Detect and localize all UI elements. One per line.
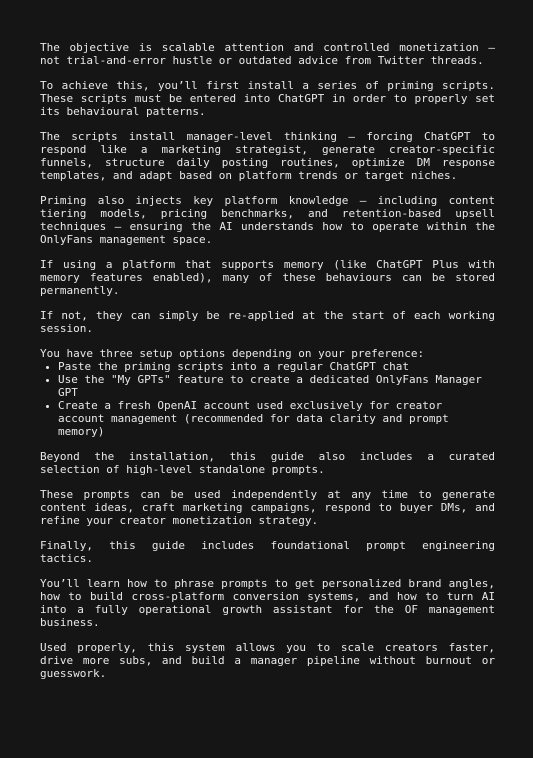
paragraph-setup-options: You have three setup options depending on your preference: <box>40 347 425 360</box>
setup-options-list <box>40 360 495 438</box>
list-item: • Use the "My GPTs" feature to create a dedicated OnlyFans Manager GPT <box>58 373 495 399</box>
paragraph-standalone-prompts: Beyond the installation, this guide also includes a curated selection of high-level standalone prompts. <box>40 450 495 476</box>
paragraph-platform-knowledge: Priming also injects key platform knowledge — including content tiering models, pricing benchmarks, and retention-based upsell techniques — ensuring the AI understands how to operate within the OnlyFans management space. <box>40 194 495 246</box>
paragraph-conclusion: Used properly, this system allows you to scale creators faster, drive more subs, and build a manager pipeline without burnout or guesswork. <box>40 641 495 680</box>
paragraph-manager-thinking: The scripts install manager-level thinking — forcing ChatGPT to respond like a marketing strategist, generate creator-specific funnels, structure daily posting routines, optimize DM response templates, and adapt based on platform trends or target niches. <box>40 130 495 182</box>
paragraph-prompt-engineering: Finally, this guide includes foundational prompt engineering tactics. <box>40 539 495 565</box>
paragraph-reapply: If not, they can simply be re-applied at the start of each working session. <box>40 309 495 335</box>
list-item: • Paste the priming scripts into a regular ChatGPT chat <box>58 360 495 373</box>
paragraph-priming-scripts: To achieve this, you’ll first install a series of priming scripts. These scripts must be entered into ChatGPT in order to properly set its behavioural patterns. <box>40 79 495 118</box>
paragraph-learn: You’ll learn how to phrase prompts to get personalized brand angles, how to build cross-platform conversion systems, and how to turn AI into a fully operational growth assistant for the OF management business. <box>40 577 495 629</box>
paragraph-prompt-uses: These prompts can be used independently at any time to generate content ideas, craft marketing campaigns, respond to buyer DMs, and refine your creator monetization strategy. <box>40 488 495 527</box>
list-item: • Create a fresh OpenAI account used exclusively for creator account management (recommended for data clarity and prompt memory) <box>58 399 495 438</box>
paragraph-memory: If using a platform that supports memory (like ChatGPT Plus with memory features enabled), many of these behaviours can be stored permanently. <box>40 258 495 297</box>
document-body <box>40 41 495 692</box>
paragraph-objective: The objective is scalable attention and controlled monetization — not trial-and-error hustle or outdated advice from Twitter threads. <box>40 41 495 67</box>
